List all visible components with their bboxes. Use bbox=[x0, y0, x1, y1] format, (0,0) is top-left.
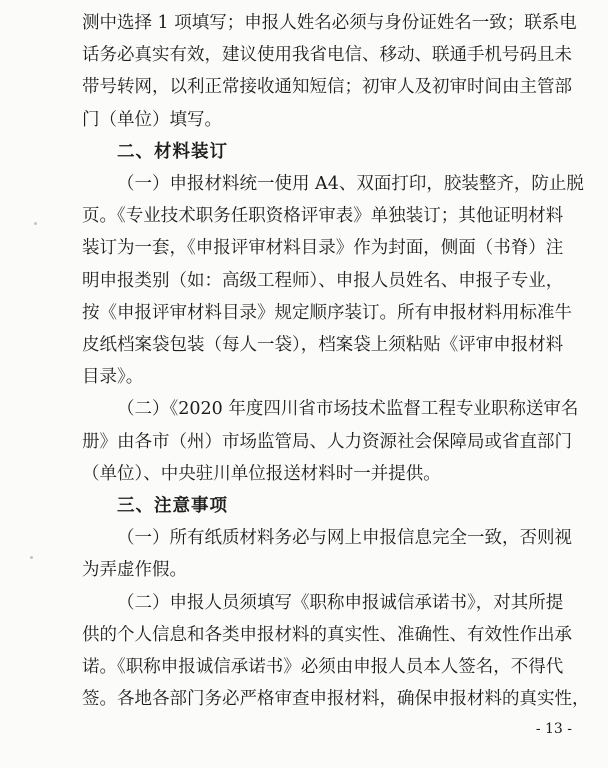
text-line: 册》由各市（州）市场监管局、人力资源社会保障局或省直部门 bbox=[82, 431, 572, 452]
paragraph-first-line: （一）申报材料统一使用 A4、双面打印，胶装整齐，防止脱 bbox=[117, 174, 584, 194]
paragraph-first-line: （二）《2020 年度四川省市场技术监督工程专业职称送审名 bbox=[117, 399, 579, 420]
text-line: 测中选择 1 项填写；申报人姓名必须与身份证姓名一致；联系电 bbox=[82, 13, 577, 33]
text-line: 话务必真实有效，建议使用我省电信、移动、联通手机号码且未 bbox=[82, 45, 572, 66]
text-line: 皮纸档案袋包装（每人一袋），档案袋上须粘贴《评审申报材料 bbox=[82, 335, 564, 355]
text-line: 按《申报评审材料目录》规定顺序装订。所有申报材料用标准牛 bbox=[82, 302, 572, 323]
text-line: 页。《专业技术职务任职资格评审表》单独装订；其他证明材料 bbox=[82, 206, 564, 227]
paragraph-first-line: （一）所有纸质材料务必与网上申报信息完全一致，否则视 bbox=[117, 528, 572, 549]
text-line: 目录》。 bbox=[82, 367, 144, 388]
section-heading-binding: 二、材料装订 bbox=[117, 141, 228, 162]
paragraph-first-line: （二）申报人员须填写《职称申报诚信承诺书》，对其所提 bbox=[117, 592, 564, 613]
text-line: 诺。《职称申报诚信承诺书》必须由申报人员本人签名，不得代 bbox=[82, 657, 564, 677]
text-line: 供的个人信息和各类申报材料的真实性、准确性、有效性作出承 bbox=[82, 624, 572, 645]
text-line: 为弄虚作假。 bbox=[82, 560, 187, 581]
text-line: 明申报类别（如：高级工程师）、申报人员姓名、申报子专业， bbox=[82, 270, 564, 291]
text-line: 签。各地各部门务必严格审查申报材料，确保申报材料的真实性， bbox=[82, 689, 590, 710]
scan-speck bbox=[30, 556, 33, 559]
section-heading-notes: 三、注意事项 bbox=[117, 496, 228, 516]
text-line: 带号转网，以利正常接收通知短信；初审人及初审时间由主管部 bbox=[82, 77, 572, 98]
text-line: 装订为一套，《申报评审材料目录》作为封面，侧面（书脊）注 bbox=[82, 238, 564, 259]
scan-speck bbox=[34, 222, 37, 225]
text-line: 门（单位）填写。 bbox=[82, 109, 222, 130]
text-line: （单位）、中央驻川单位报送材料时一并提供。 bbox=[82, 463, 441, 484]
page-number: - 13 - bbox=[535, 721, 572, 737]
